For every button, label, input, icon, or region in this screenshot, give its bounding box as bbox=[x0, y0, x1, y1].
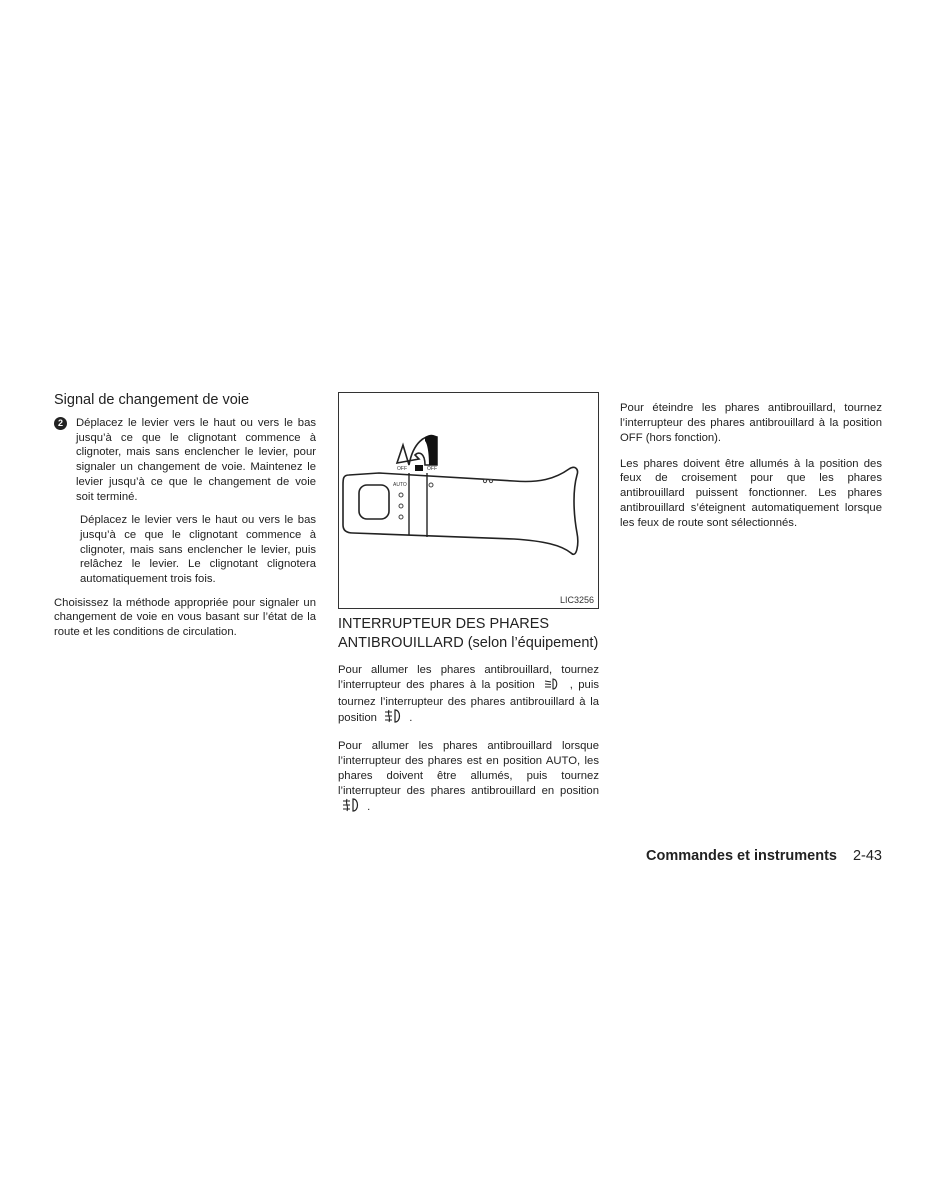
column-left bbox=[54, 392, 316, 651]
page-number: 2-43 bbox=[852, 848, 882, 864]
numbered-item bbox=[54, 416, 316, 504]
label-auto: AUTO bbox=[393, 482, 407, 488]
column-right bbox=[620, 390, 882, 542]
paragraph-low-beam-required: Les phares doivent être allumés à la position des feux de croisement pour que les phares antibrouillard puissent fonctionner. Les phares antibrouillard s’éteignent automatiquement lorsque les feux de route sont sélectionnés. bbox=[620, 457, 882, 529]
paragraph-turn-off-fog: Pour éteindre les phares antibrouillard, tournez l’interrupteur des phares antibrouillard à la position OFF (hors fonction). bbox=[620, 402, 882, 444]
low-beam-headlight-icon bbox=[544, 678, 560, 695]
combination-switch-drawing bbox=[339, 393, 598, 608]
p1-part-b: , puis tournez l’interrupteur des phares antibrouillard à la position bbox=[338, 679, 599, 725]
lever-illustration bbox=[338, 392, 599, 609]
lever-end-cap bbox=[359, 485, 389, 519]
column-middle bbox=[338, 392, 599, 828]
section-heading-lane-change: Signal de changement de voie bbox=[54, 392, 250, 408]
section-heading-fog-lights: INTERRUPTEUR DES PHARES ANTIBROUILLARD (selon l’équipement) bbox=[338, 616, 599, 651]
page-footer bbox=[646, 848, 882, 864]
front-fog-light-icon bbox=[342, 798, 360, 817]
label-off-right: OFF bbox=[427, 466, 437, 472]
p2-part-b: . bbox=[367, 801, 371, 814]
p1-part-c: . bbox=[409, 712, 413, 725]
paragraph-three-blink: Déplacez le levier vers le haut ou vers le bas jusqu’à ce que le clignotant commence à clignoter, mais sans enclencher le levier, puis relâchez le levier. Le clignotant clignotera automatiquement trois fois. bbox=[80, 514, 316, 586]
arrow-shade bbox=[425, 435, 437, 465]
footer-chapter-title: Commandes et instruments bbox=[646, 848, 837, 864]
p1-part-a: Pour allumer les phares antibrouillard, tournez l’interrupteur des phares à la position bbox=[338, 664, 599, 691]
collar-indicator bbox=[415, 465, 423, 471]
item-text: Déplacez le levier vers le haut ou vers le bas jusqu’à ce que le clignotant commence à clignoter, mais sans enclencher le levier, pour signaler un changement de voie. Maintenez le levier jusqu’à ce que le changement de voie soit terminé. bbox=[76, 417, 316, 503]
paragraph-auto-position bbox=[338, 739, 599, 817]
item-number-badge: 2 bbox=[54, 417, 67, 430]
p2-part-a: Pour allumer les phares antibrouillard lorsque l’interrupteur des phares est en position AUTO, les phares doivent être allumés, puis tournez l’interrupteur des phares antibrouillard en position bbox=[338, 740, 599, 797]
paragraph-turn-on-fog bbox=[338, 663, 599, 728]
paragraph-choose-method: Choisissez la méthode appropriée pour signaler un changement de voie en vous basant sur l’état de la route et les conditions de circulation. bbox=[54, 596, 316, 639]
figure-code: LIC3256 bbox=[559, 595, 594, 605]
label-off-left: OFF bbox=[397, 466, 407, 472]
front-fog-light-icon bbox=[384, 709, 402, 728]
